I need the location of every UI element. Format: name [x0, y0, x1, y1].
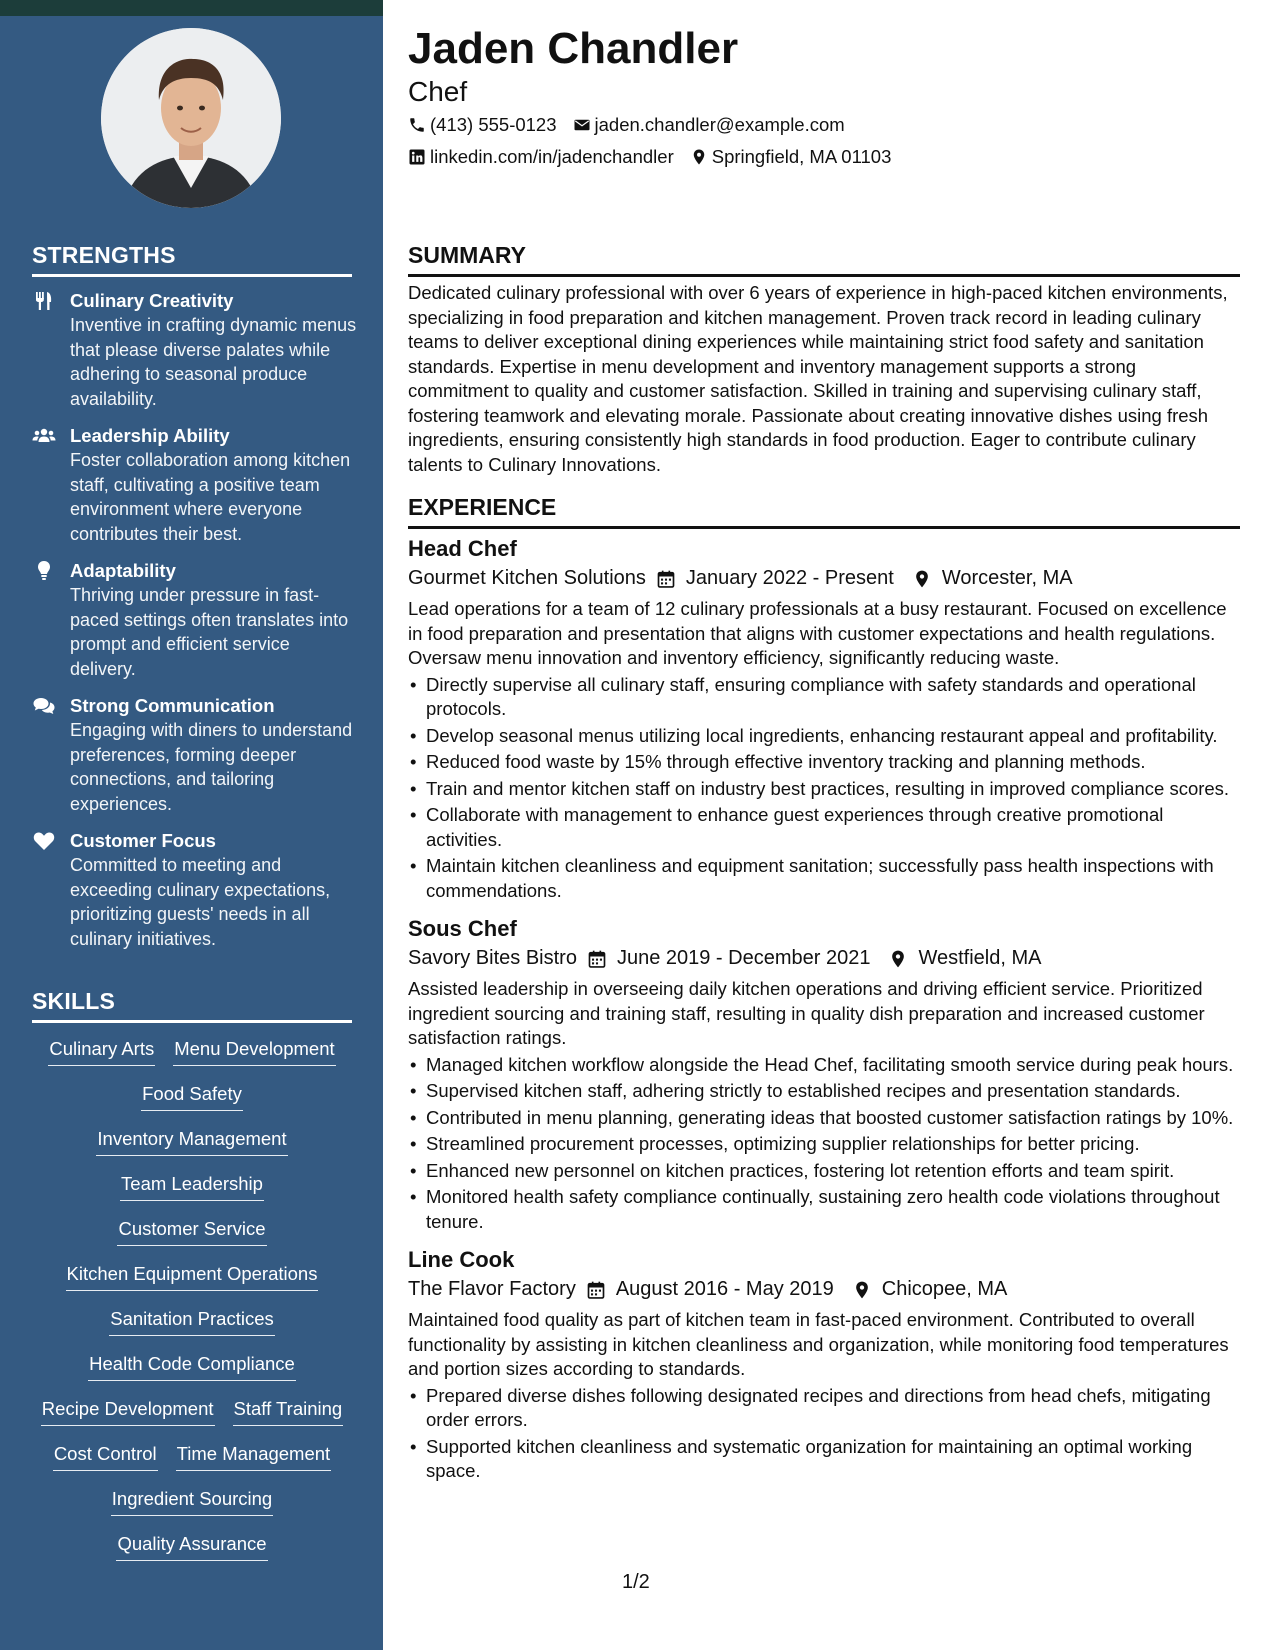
experience-list: [408, 535, 1240, 1496]
job-dates-group: [586, 1274, 834, 1304]
map-pin-icon: [912, 568, 932, 588]
strength-item: [32, 829, 357, 951]
lightbulb-icon: [32, 559, 56, 583]
job-entry: [408, 535, 1240, 903]
email-text[interactable]: jaden.chandler@example.com: [594, 114, 845, 135]
sidebar-top-bar: [0, 0, 383, 16]
skill-tag: Kitchen Equipment Operations: [66, 1261, 319, 1291]
job-company: Gourmet Kitchen Solutions: [408, 567, 646, 589]
skill-row: [32, 1171, 352, 1216]
skill-row: [32, 1036, 352, 1081]
phone-text: (413) 555-0123: [430, 114, 557, 135]
job-bullet: • Supervised kitchen staff, adhering strictly to established recipes and presentation standards.: [408, 1079, 1240, 1104]
job-bullet: • Prepared diverse dishes following designated recipes and directions from head chefs, mitigating order errors.: [408, 1384, 1240, 1433]
strength-title: Customer Focus: [70, 830, 216, 851]
linkedin-icon: [408, 148, 426, 166]
skill-row: [32, 1531, 352, 1576]
contact-phone: [408, 113, 557, 137]
skill-row: [32, 1261, 352, 1306]
skill-tag: Team Leadership: [120, 1171, 264, 1201]
phone-icon: [408, 116, 426, 134]
job-dates-group: [587, 943, 871, 973]
contact-row: [408, 113, 845, 137]
strengths-heading: STRENGTHS: [32, 242, 352, 277]
skill-tag: Quality Assurance: [116, 1531, 267, 1561]
job-bullet: • Directly supervise all culinary staff, ensuring compliance with safety standards and operational protocols.: [408, 673, 1240, 722]
experience-heading: EXPERIENCE: [408, 494, 1240, 529]
utensils-icon: [32, 289, 56, 313]
skill-row: [32, 1486, 352, 1531]
strength-desc: Committed to meeting and exceeding culinary expectations, prioritizing guests' needs in all culinary initiatives.: [70, 855, 331, 949]
skill-tag: Recipe Development: [41, 1396, 215, 1426]
contact-email[interactable]: [573, 113, 845, 137]
job-description: Lead operations for a team of 12 culinary professionals at a busy restaurant. Focused on excellence in food preparation and presentation that aligns with customer expectations and health regulations. Oversaw menu innovation and inventory efficiency, significantly reducing waste.: [408, 598, 1227, 668]
summary-text: Dedicated culinary professional with over 6 years of experience in high-paced kitchen environments, specializing in food preparation and kitchen management. Proven track record in leading culinary teams to deliver exceptional dining experiences while maintaining strict food safety and sanitation standards. Expertise in menu development and inventory management supports a strong commitment to quality and customer satisfaction. Skilled in training and supervising culinary staff, fostering teamwork and elevating morale. Passionate about creating innovative dishes using fresh ingredients, ensuring consistently high standards in food production. Eager to contribute culinary talents to Culinary Innovations.: [408, 282, 1228, 475]
map-pin-icon: [690, 148, 708, 166]
contact-row: [408, 145, 891, 169]
job-dates: June 2019 - December 2021: [616, 947, 871, 969]
job-bullet: • Monitored health safety compliance continually, sustaining zero health code violations throughout tenure.: [408, 1185, 1240, 1234]
job-bullet: • Collaborate with management to enhance guest experiences through creative promotional activities.: [408, 803, 1240, 852]
skill-tag: Sanitation Practices: [109, 1306, 275, 1336]
heart-icon: [32, 829, 56, 853]
job-meta: [408, 943, 1240, 973]
contact-location: [690, 145, 892, 169]
strength-desc: Engaging with diners to understand preferences, forming deeper connections, and tailoring experiences.: [70, 720, 353, 814]
summary-heading: SUMMARY: [408, 242, 1240, 277]
skill-tag: Culinary Arts: [48, 1036, 155, 1066]
skill-row: [32, 1126, 352, 1171]
job-bullet: • Streamlined procurement processes, optimizing supplier relationships for better pricing.: [408, 1132, 1240, 1157]
job-bullet: • Contributed in menu planning, generating ideas that boosted customer satisfaction ratings by 10%.: [408, 1106, 1240, 1131]
map-pin-icon: [852, 1279, 872, 1299]
skill-tag: Inventory Management: [96, 1126, 287, 1156]
skill-row: [32, 1441, 352, 1486]
strength-title: Adaptability: [70, 560, 176, 581]
linkedin-text[interactable]: linkedin.com/in/jadenchandler: [430, 146, 674, 167]
strength-title: Leadership Ability: [70, 425, 230, 446]
strength-desc: Foster collaboration among kitchen staff, cultivating a positive team environment where everyone contributes their best.: [70, 450, 351, 544]
skill-row: [32, 1216, 352, 1261]
candidate-name: Jaden Chandler: [408, 24, 739, 73]
job-location: Chicopee, MA: [881, 1278, 1008, 1300]
job-entry: [408, 915, 1240, 1234]
calendar-icon: [586, 1279, 606, 1299]
job-location: Westfield, MA: [918, 947, 1042, 969]
envelope-icon: [573, 116, 591, 134]
strength-item: [32, 694, 357, 816]
job-role: Sous Chef: [408, 916, 517, 941]
skill-row: [32, 1306, 352, 1351]
job-location-group: [852, 1274, 1008, 1304]
job-dates: August 2016 - May 2019: [615, 1278, 834, 1300]
job-location-group: [888, 943, 1041, 973]
profile-photo: [101, 28, 281, 208]
calendar-icon: [587, 948, 607, 968]
strength-item: [32, 289, 357, 411]
job-description: Maintained food quality as part of kitchen team in fast-paced environment. Contributed to overall functionality by assisting in kitchen cleanliness and organization, while monitoring food temperatures and portion sizes according to standards.: [408, 1309, 1229, 1379]
candidate-title: Chef: [408, 76, 468, 107]
skill-tag: Staff Training: [233, 1396, 344, 1426]
job-meta: [408, 563, 1240, 593]
strength-title: Culinary Creativity: [70, 290, 234, 311]
skill-tag: Cost Control: [53, 1441, 158, 1471]
contact-linkedin[interactable]: [408, 145, 674, 169]
job-bullet: • Train and mentor kitchen staff on industry best practices, resulting in improved compliance scores.: [408, 777, 1240, 802]
skill-row: [32, 1081, 352, 1126]
job-bullets: [408, 1384, 1240, 1484]
job-location-group: [912, 563, 1073, 593]
job-entry: [408, 1246, 1240, 1484]
strength-title: Strong Communication: [70, 695, 275, 716]
skill-tag: Health Code Compliance: [88, 1351, 296, 1381]
strength-desc: Inventive in crafting dynamic menus that please diverse palates while adhering to seasonal produce availability.: [70, 315, 357, 409]
map-pin-icon: [888, 948, 908, 968]
skill-tag: Food Safety: [141, 1081, 243, 1111]
skills-heading: SKILLS: [32, 988, 352, 1023]
sidebar: [0, 0, 383, 1650]
job-bullet: • Supported kitchen cleanliness and systematic organization for maintaining an optimal working space.: [408, 1435, 1240, 1484]
calendar-icon: [656, 568, 676, 588]
job-role: Line Cook: [408, 1247, 515, 1272]
skills-list: [32, 1036, 352, 1576]
job-meta: [408, 1274, 1240, 1304]
job-dates: January 2022 - Present: [685, 567, 894, 589]
skill-tag: Ingredient Sourcing: [111, 1486, 273, 1516]
page-number: 1/2: [622, 1571, 650, 1593]
job-company: The Flavor Factory: [408, 1278, 576, 1300]
job-bullet: • Develop seasonal menus utilizing local ingredients, enhancing restaurant appeal and profitability.: [408, 724, 1240, 749]
skill-row: [32, 1396, 352, 1441]
job-bullet: • Enhanced new personnel on kitchen practices, fostering lot retention efforts and team spirit.: [408, 1159, 1240, 1184]
job-company: Savory Bites Bistro: [408, 947, 577, 969]
strength-item: [32, 424, 357, 546]
users-icon: [32, 424, 56, 448]
skill-tag: Menu Development: [173, 1036, 335, 1066]
job-bullet: • Maintain kitchen cleanliness and equipment sanitation; successfully pass health inspections with commendations.: [408, 854, 1240, 903]
strengths-list: [32, 289, 357, 964]
job-bullets: [408, 1053, 1240, 1235]
strength-item: [32, 559, 357, 681]
skill-tag: Time Management: [176, 1441, 332, 1471]
job-dates-group: [656, 563, 894, 593]
strength-desc: Thriving under pressure in fast-paced settings often translates into prompt and efficient service delivery.: [70, 585, 349, 679]
skill-row: [32, 1351, 352, 1396]
job-bullets: [408, 673, 1240, 904]
job-bullet: • Reduced food waste by 15% through effective inventory tracking and planning methods.: [408, 750, 1240, 775]
location-text: Springfield, MA 01103: [711, 146, 892, 167]
job-role: Head Chef: [408, 536, 517, 561]
job-location: Worcester, MA: [941, 567, 1073, 589]
job-description: Assisted leadership in overseeing daily kitchen operations and driving efficient service. Prioritized ingredient sourcing and training staff, resulting in quality dish preparation and increased customer satisfaction ratings.: [408, 978, 1205, 1048]
chat-bubbles-icon: [32, 694, 56, 718]
job-bullet: • Managed kitchen workflow alongside the Head Chef, facilitating smooth service during peak hours.: [408, 1053, 1240, 1078]
skill-tag: Customer Service: [117, 1216, 266, 1246]
